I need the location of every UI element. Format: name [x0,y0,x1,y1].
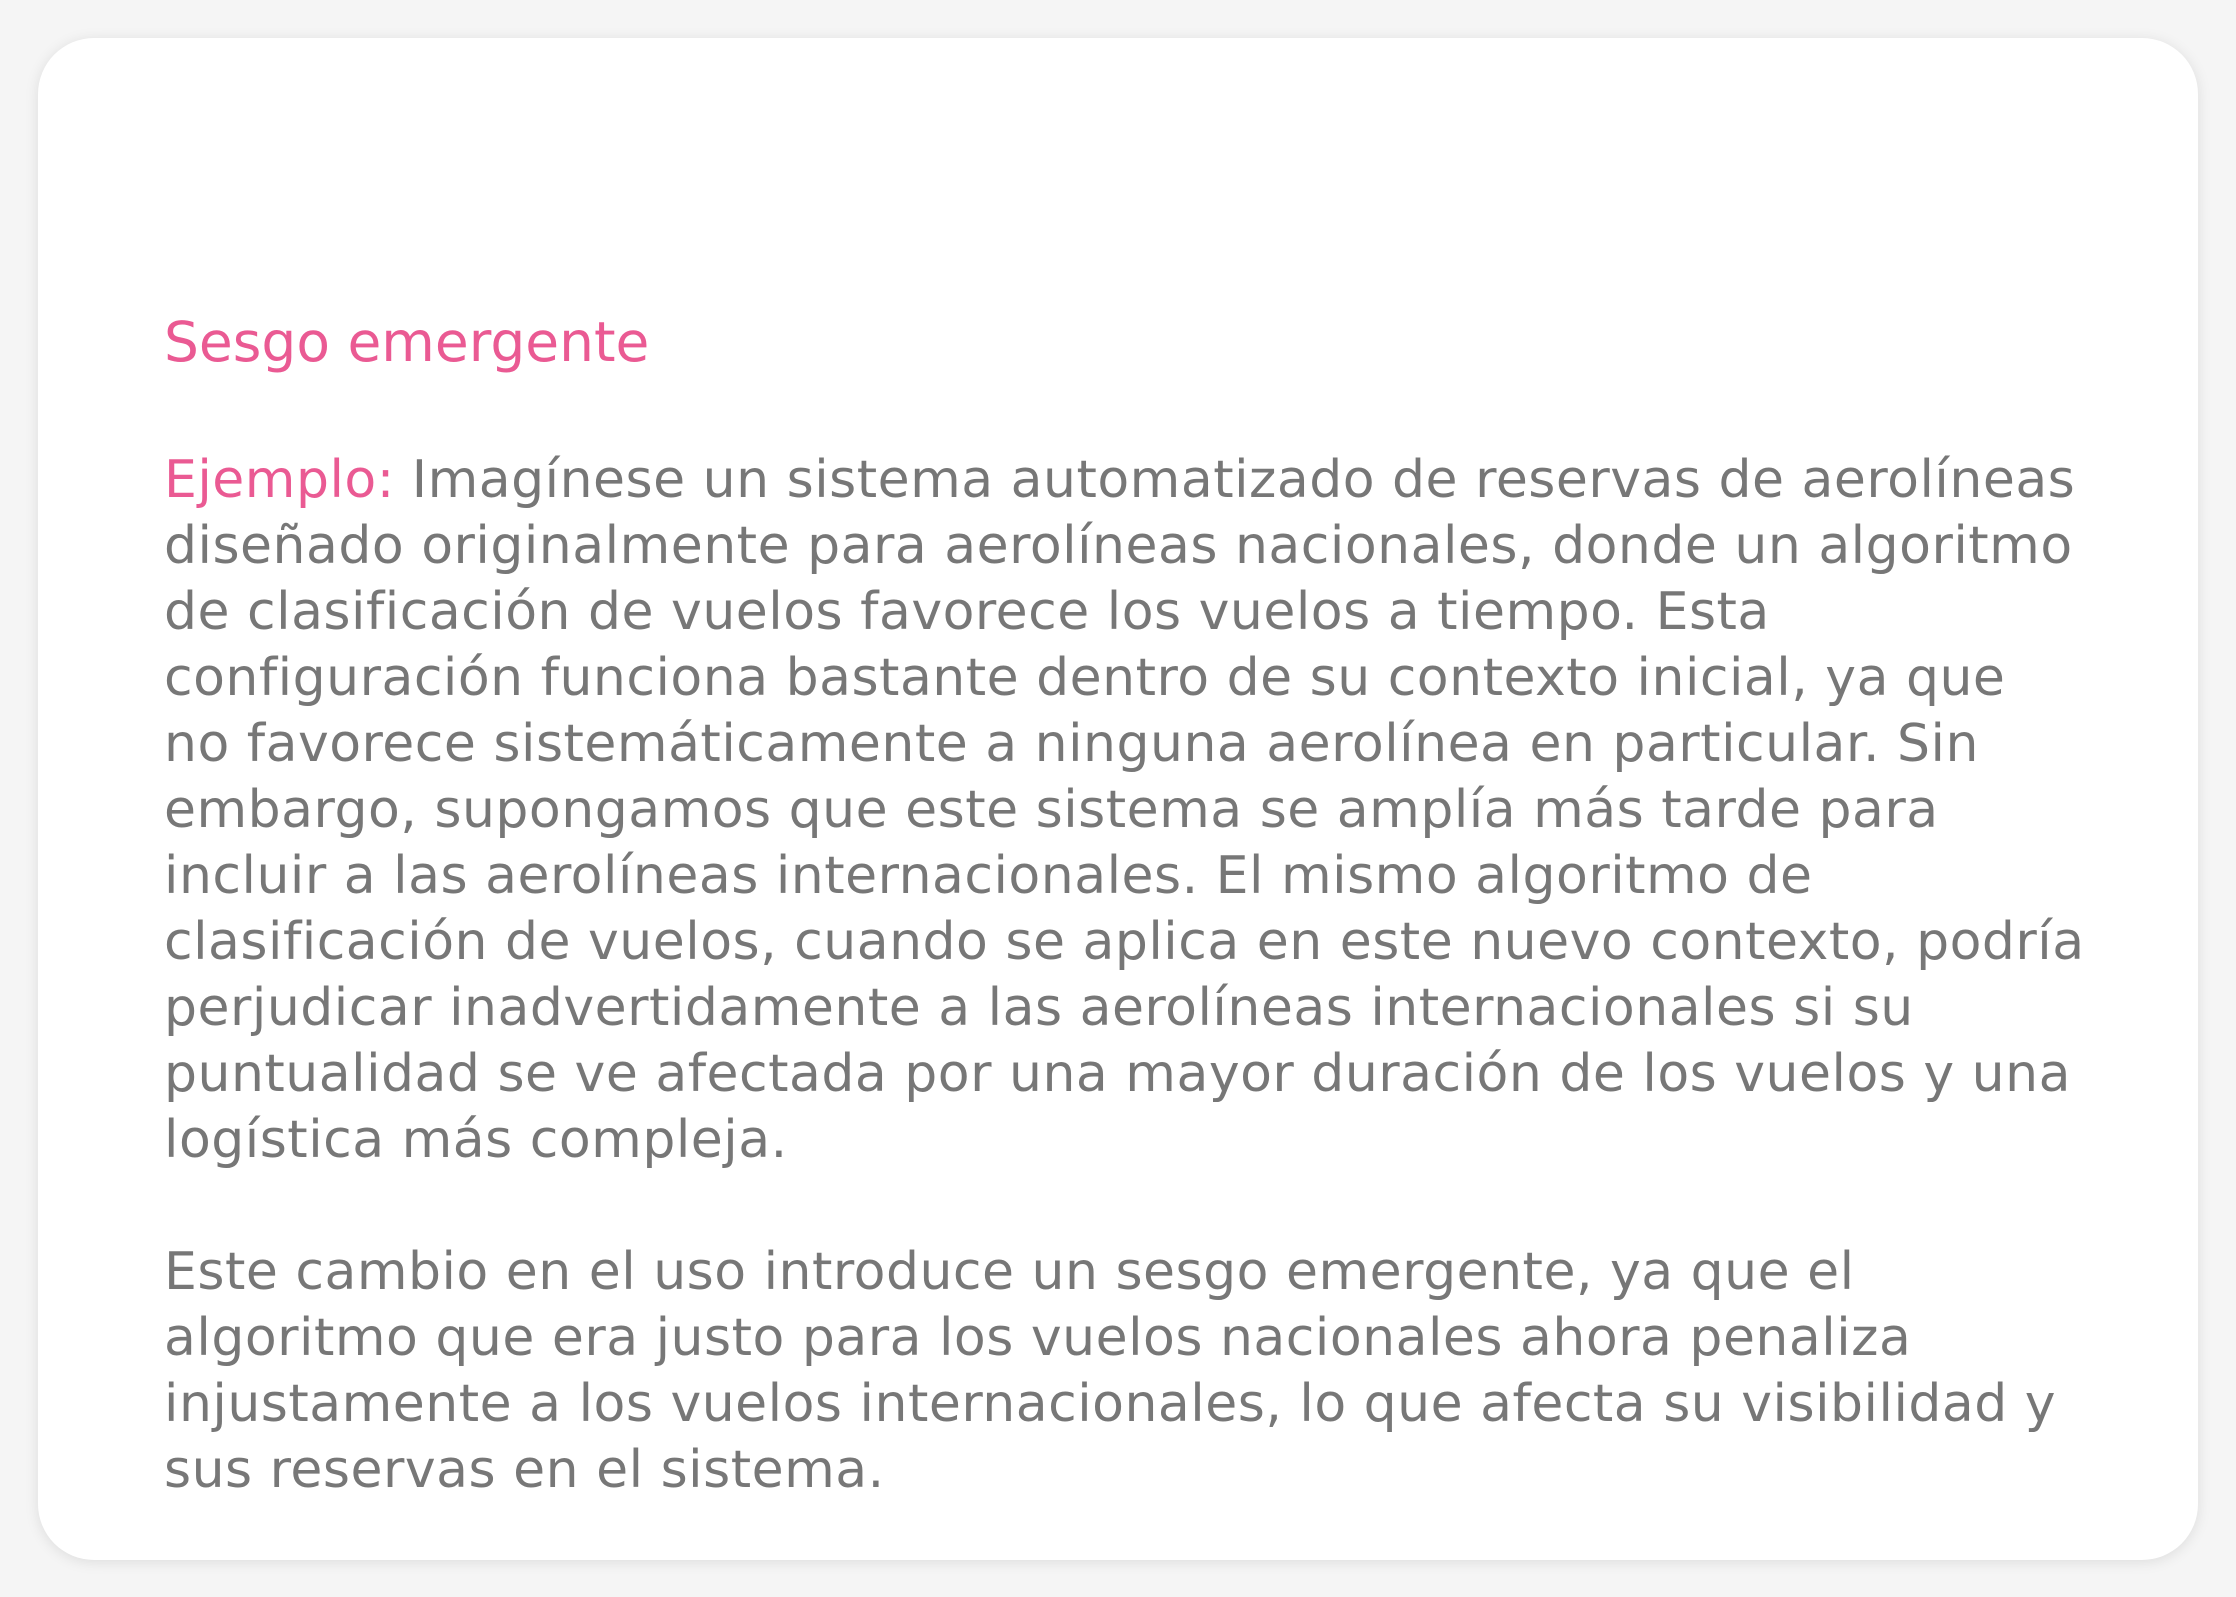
example-paragraph [164,447,2088,1173]
content-card [38,38,2198,1560]
example-text: Imagínese un sistema automatizado de reservas de aerolíneas diseñado originalmente para aerolíneas nacionales, donde un algoritmo de clasificación de vuelos favorece los vuelos a tiempo. Esta configuración funciona bastante dentro de su contexto inicial, ya que no favorece sistemáticamente a ninguna aerolínea en particular. Sin embargo, supongamos que este sistema se amplía más tarde para incluir a las aerolíneas internacionales. El mismo algoritmo de clasificación de vuelos, cuando se aplica en este nuevo contexto, podría perjudicar inadvertidamente a las aerolíneas internacionales si su puntualidad se ve afectada por una mayor duración de los vuelos y una logística más compleja. [164,450,2085,1170]
example-label: Ejemplo: [164,450,395,510]
conclusion-paragraph: Este cambio en el uso introduce un sesgo emergente, ya que el algoritmo que era justo para los vuelos nacionales ahora penaliza injustamente a los vuelos internacionales, lo que afecta su visibilidad y sus reservas en el sistema. [164,1242,2057,1500]
card-title: Sesgo emergente [164,310,650,374]
